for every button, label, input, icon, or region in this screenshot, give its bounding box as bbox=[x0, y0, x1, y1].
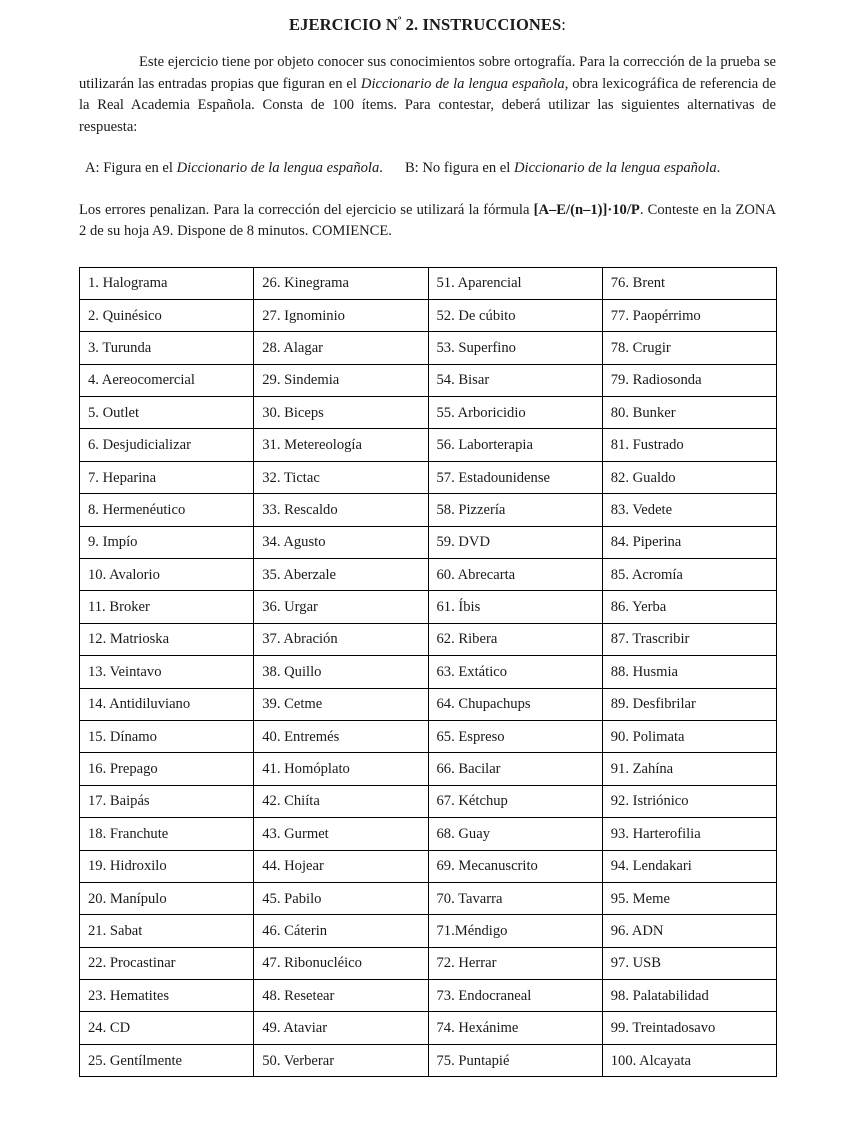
item-cell[interactable]: 93. Harterofilia bbox=[602, 818, 776, 850]
item-cell[interactable]: 68. Guay bbox=[428, 818, 602, 850]
item-cell[interactable]: 46. Cáterin bbox=[254, 915, 428, 947]
item-cell[interactable]: 60. Abrecarta bbox=[428, 559, 602, 591]
item-cell[interactable]: 24. CD bbox=[80, 1012, 254, 1044]
table-row bbox=[80, 559, 777, 591]
item-cell[interactable]: 4. Aereocomercial bbox=[80, 364, 254, 396]
item-cell[interactable]: 85. Acromía bbox=[602, 559, 776, 591]
item-cell[interactable]: 79. Radiosonda bbox=[602, 364, 776, 396]
item-cell[interactable]: 100. Alcayata bbox=[602, 1044, 776, 1076]
item-cell[interactable]: 98. Palatabilidad bbox=[602, 980, 776, 1012]
intro-text-part-2: , obra lexicográfica de referencia de la Real Academia Española. Consta de 100 ítems. Para contestar, deberá utilizar las siguientes alternativas de respuesta: bbox=[79, 75, 776, 135]
page-title-colon: : bbox=[561, 15, 566, 34]
table-row bbox=[80, 656, 777, 688]
item-cell[interactable]: 37. Abración bbox=[254, 623, 428, 655]
item-cell[interactable]: 17. Baipás bbox=[80, 785, 254, 817]
item-cell[interactable]: 26. Kinegrama bbox=[254, 267, 428, 299]
item-cell[interactable]: 11. Broker bbox=[80, 591, 254, 623]
table-row bbox=[80, 882, 777, 914]
item-cell[interactable]: 80. Bunker bbox=[602, 397, 776, 429]
table-row bbox=[80, 623, 777, 655]
item-cell[interactable]: 16. Prepago bbox=[80, 753, 254, 785]
item-cell[interactable]: 71.Méndigo bbox=[428, 915, 602, 947]
scoring-formula: [A–E/(n–1)]·10/P bbox=[533, 201, 640, 218]
item-cell[interactable]: 66. Bacilar bbox=[428, 753, 602, 785]
table-row bbox=[80, 397, 777, 429]
item-cell[interactable]: 51. Aparencial bbox=[428, 267, 602, 299]
item-cell[interactable]: 82. Gualdo bbox=[602, 461, 776, 493]
item-cell[interactable]: 29. Sindemia bbox=[254, 364, 428, 396]
item-cell[interactable]: 64. Chupachups bbox=[428, 688, 602, 720]
item-cell[interactable]: 81. Fustrado bbox=[602, 429, 776, 461]
alternative-a-label: A: Figura en el bbox=[85, 160, 177, 176]
item-cell[interactable]: 3. Turunda bbox=[80, 332, 254, 364]
table-row bbox=[80, 818, 777, 850]
item-cell[interactable]: 6. Desjudicializar bbox=[80, 429, 254, 461]
item-cell[interactable]: 28. Alagar bbox=[254, 332, 428, 364]
item-cell[interactable]: 44. Hojear bbox=[254, 850, 428, 882]
item-cell[interactable]: 96. ADN bbox=[602, 915, 776, 947]
item-cell[interactable]: 21. Sabat bbox=[80, 915, 254, 947]
item-cell[interactable]: 7. Heparina bbox=[80, 461, 254, 493]
item-cell[interactable]: 50. Verberar bbox=[254, 1044, 428, 1076]
table-row bbox=[80, 364, 777, 396]
item-cell[interactable]: 61. Íbis bbox=[428, 591, 602, 623]
item-cell[interactable]: 40. Entremés bbox=[254, 720, 428, 752]
penalty-text-part-2: . Conteste en la ZONA 2 de su hoja A9. Dispone de 8 minutos. COMIENCE. bbox=[79, 201, 777, 239]
item-cell[interactable]: 32. Tictac bbox=[254, 461, 428, 493]
page-title-middle: 2. INSTRUCCIONES bbox=[401, 15, 562, 34]
table-row bbox=[80, 461, 777, 493]
alternative-b-period: . bbox=[716, 160, 721, 176]
item-cell[interactable]: 12. Matrioska bbox=[80, 623, 254, 655]
item-cell[interactable]: 62. Ribera bbox=[428, 623, 602, 655]
item-cell[interactable]: 56. Laborterapia bbox=[428, 429, 602, 461]
answer-alternatives-paragraph bbox=[79, 158, 776, 180]
item-cell[interactable]: 94. Lendakari bbox=[602, 850, 776, 882]
penalty-text-part-1: Los errores penalizan. Para la corrección del ejercicio se utilizará la fórmula bbox=[79, 201, 534, 218]
item-cell[interactable]: 27. Ignominio bbox=[254, 299, 428, 331]
item-cell[interactable]: 45. Pabilo bbox=[254, 882, 428, 914]
item-cell[interactable]: 75. Puntapié bbox=[428, 1044, 602, 1076]
item-cell[interactable]: 49. Ataviar bbox=[254, 1012, 428, 1044]
item-cell[interactable]: 55. Arboricidio bbox=[428, 397, 602, 429]
table-row bbox=[80, 494, 777, 526]
item-cell[interactable]: 5. Outlet bbox=[80, 397, 254, 429]
item-cell[interactable]: 8. Hermenéutico bbox=[80, 494, 254, 526]
item-cell[interactable]: 87. Trascribir bbox=[602, 623, 776, 655]
items-table-body bbox=[80, 267, 777, 1077]
page-title bbox=[0, 0, 855, 35]
item-cell[interactable]: 34. Agusto bbox=[254, 526, 428, 558]
item-cell[interactable]: 84. Piperina bbox=[602, 526, 776, 558]
table-row bbox=[80, 591, 777, 623]
item-cell[interactable]: 48. Resetear bbox=[254, 980, 428, 1012]
item-cell[interactable]: 58. Pizzería bbox=[428, 494, 602, 526]
item-cell[interactable]: 19. Hidroxilo bbox=[80, 850, 254, 882]
item-cell[interactable]: 92. Istriónico bbox=[602, 785, 776, 817]
alternative-a-dictionary-italic: Diccionario de la lengua española bbox=[176, 160, 380, 176]
penalty-paragraph bbox=[79, 200, 776, 243]
item-cell[interactable]: 70. Tavarra bbox=[428, 882, 602, 914]
item-cell[interactable]: 67. Kétchup bbox=[428, 785, 602, 817]
table-row bbox=[80, 429, 777, 461]
table-row bbox=[80, 267, 777, 299]
item-cell[interactable]: 22. Procastinar bbox=[80, 947, 254, 979]
item-cell[interactable]: 2. Quinésico bbox=[80, 299, 254, 331]
table-row bbox=[80, 1012, 777, 1044]
item-cell[interactable]: 78. Crugir bbox=[602, 332, 776, 364]
table-row bbox=[80, 850, 777, 882]
alternative-b-dictionary-italic: Diccionario de la lengua española bbox=[513, 160, 717, 176]
item-cell[interactable]: 59. DVD bbox=[428, 526, 602, 558]
table-row bbox=[80, 753, 777, 785]
item-cell[interactable]: 83. Vedete bbox=[602, 494, 776, 526]
table-row bbox=[80, 915, 777, 947]
item-cell[interactable]: 65. Espreso bbox=[428, 720, 602, 752]
item-cell[interactable]: 57. Estadounidense bbox=[428, 461, 602, 493]
item-cell[interactable]: 36. Urgar bbox=[254, 591, 428, 623]
item-cell[interactable]: 73. Endocraneal bbox=[428, 980, 602, 1012]
item-cell[interactable]: 88. Husmia bbox=[602, 656, 776, 688]
item-cell[interactable]: 53. Superfino bbox=[428, 332, 602, 364]
item-cell[interactable]: 1. Halograma bbox=[80, 267, 254, 299]
items-table bbox=[79, 267, 777, 1078]
item-cell[interactable]: 25. Gentílmente bbox=[80, 1044, 254, 1076]
item-cell[interactable]: 99. Treintadosavo bbox=[602, 1012, 776, 1044]
alternative-a-period: . bbox=[379, 160, 383, 176]
item-cell[interactable]: 38. Quillo bbox=[254, 656, 428, 688]
item-cell[interactable]: 72. Herrar bbox=[428, 947, 602, 979]
item-cell[interactable]: 97. USB bbox=[602, 947, 776, 979]
item-cell[interactable]: 9. Impío bbox=[80, 526, 254, 558]
table-row bbox=[80, 1044, 777, 1076]
page-title-prefix: EJERCICIO N bbox=[289, 15, 398, 34]
table-row bbox=[80, 299, 777, 331]
item-cell[interactable]: 47. Ribonucléico bbox=[254, 947, 428, 979]
item-cell[interactable]: 18. Franchute bbox=[80, 818, 254, 850]
item-cell[interactable]: 20. Manípulo bbox=[80, 882, 254, 914]
table-row bbox=[80, 526, 777, 558]
item-cell[interactable]: 33. Rescaldo bbox=[254, 494, 428, 526]
items-table-container bbox=[79, 243, 776, 1078]
item-cell[interactable]: 31. Metereología bbox=[254, 429, 428, 461]
item-cell[interactable]: 63. Extático bbox=[428, 656, 602, 688]
item-cell[interactable]: 91. Zahína bbox=[602, 753, 776, 785]
item-cell[interactable]: 43. Gurmet bbox=[254, 818, 428, 850]
item-cell[interactable]: 39. Cetme bbox=[254, 688, 428, 720]
table-row bbox=[80, 332, 777, 364]
dictionary-title-italic: Diccionario de la lengua española bbox=[360, 75, 565, 92]
item-cell[interactable]: 52. De cúbito bbox=[428, 299, 602, 331]
item-cell[interactable]: 89. Desfibrilar bbox=[602, 688, 776, 720]
item-cell[interactable]: 95. Meme bbox=[602, 882, 776, 914]
item-cell[interactable]: 41. Homóplato bbox=[254, 753, 428, 785]
alternative-b-label: B: No figura en el bbox=[404, 160, 514, 176]
item-cell[interactable]: 14. Antidiluviano bbox=[80, 688, 254, 720]
item-cell[interactable]: 90. Polimata bbox=[602, 720, 776, 752]
item-cell[interactable]: 69. Mecanuscrito bbox=[428, 850, 602, 882]
table-row bbox=[80, 720, 777, 752]
item-cell[interactable]: 15. Dínamo bbox=[80, 720, 254, 752]
item-cell[interactable]: 10. Avalorio bbox=[80, 559, 254, 591]
item-cell[interactable]: 13. Veintavo bbox=[80, 656, 254, 688]
item-cell[interactable]: 35. Aberzale bbox=[254, 559, 428, 591]
item-cell[interactable]: 77. Paopérrimo bbox=[602, 299, 776, 331]
page-title-ordinal-superscript: º bbox=[397, 15, 402, 27]
item-cell[interactable]: 74. Hexánime bbox=[428, 1012, 602, 1044]
table-row bbox=[80, 688, 777, 720]
item-cell[interactable]: 30. Biceps bbox=[254, 397, 428, 429]
instructions-block bbox=[79, 52, 776, 243]
table-row bbox=[80, 947, 777, 979]
intro-text-part-1: Este ejercicio tiene por objeto conocer sus conocimientos sobre ortografía. Para la corrección de la prueba se utilizarán las entradas propias que figuran en el bbox=[79, 54, 776, 92]
item-cell[interactable]: 86. Yerba bbox=[602, 591, 776, 623]
table-row bbox=[80, 785, 777, 817]
item-cell[interactable]: 42. Chiíta bbox=[254, 785, 428, 817]
item-cell[interactable]: 23. Hematites bbox=[80, 980, 254, 1012]
table-row bbox=[80, 980, 777, 1012]
intro-paragraph bbox=[79, 52, 776, 138]
item-cell[interactable]: 54. Bisar bbox=[428, 364, 602, 396]
item-cell[interactable]: 76. Brent bbox=[602, 267, 776, 299]
